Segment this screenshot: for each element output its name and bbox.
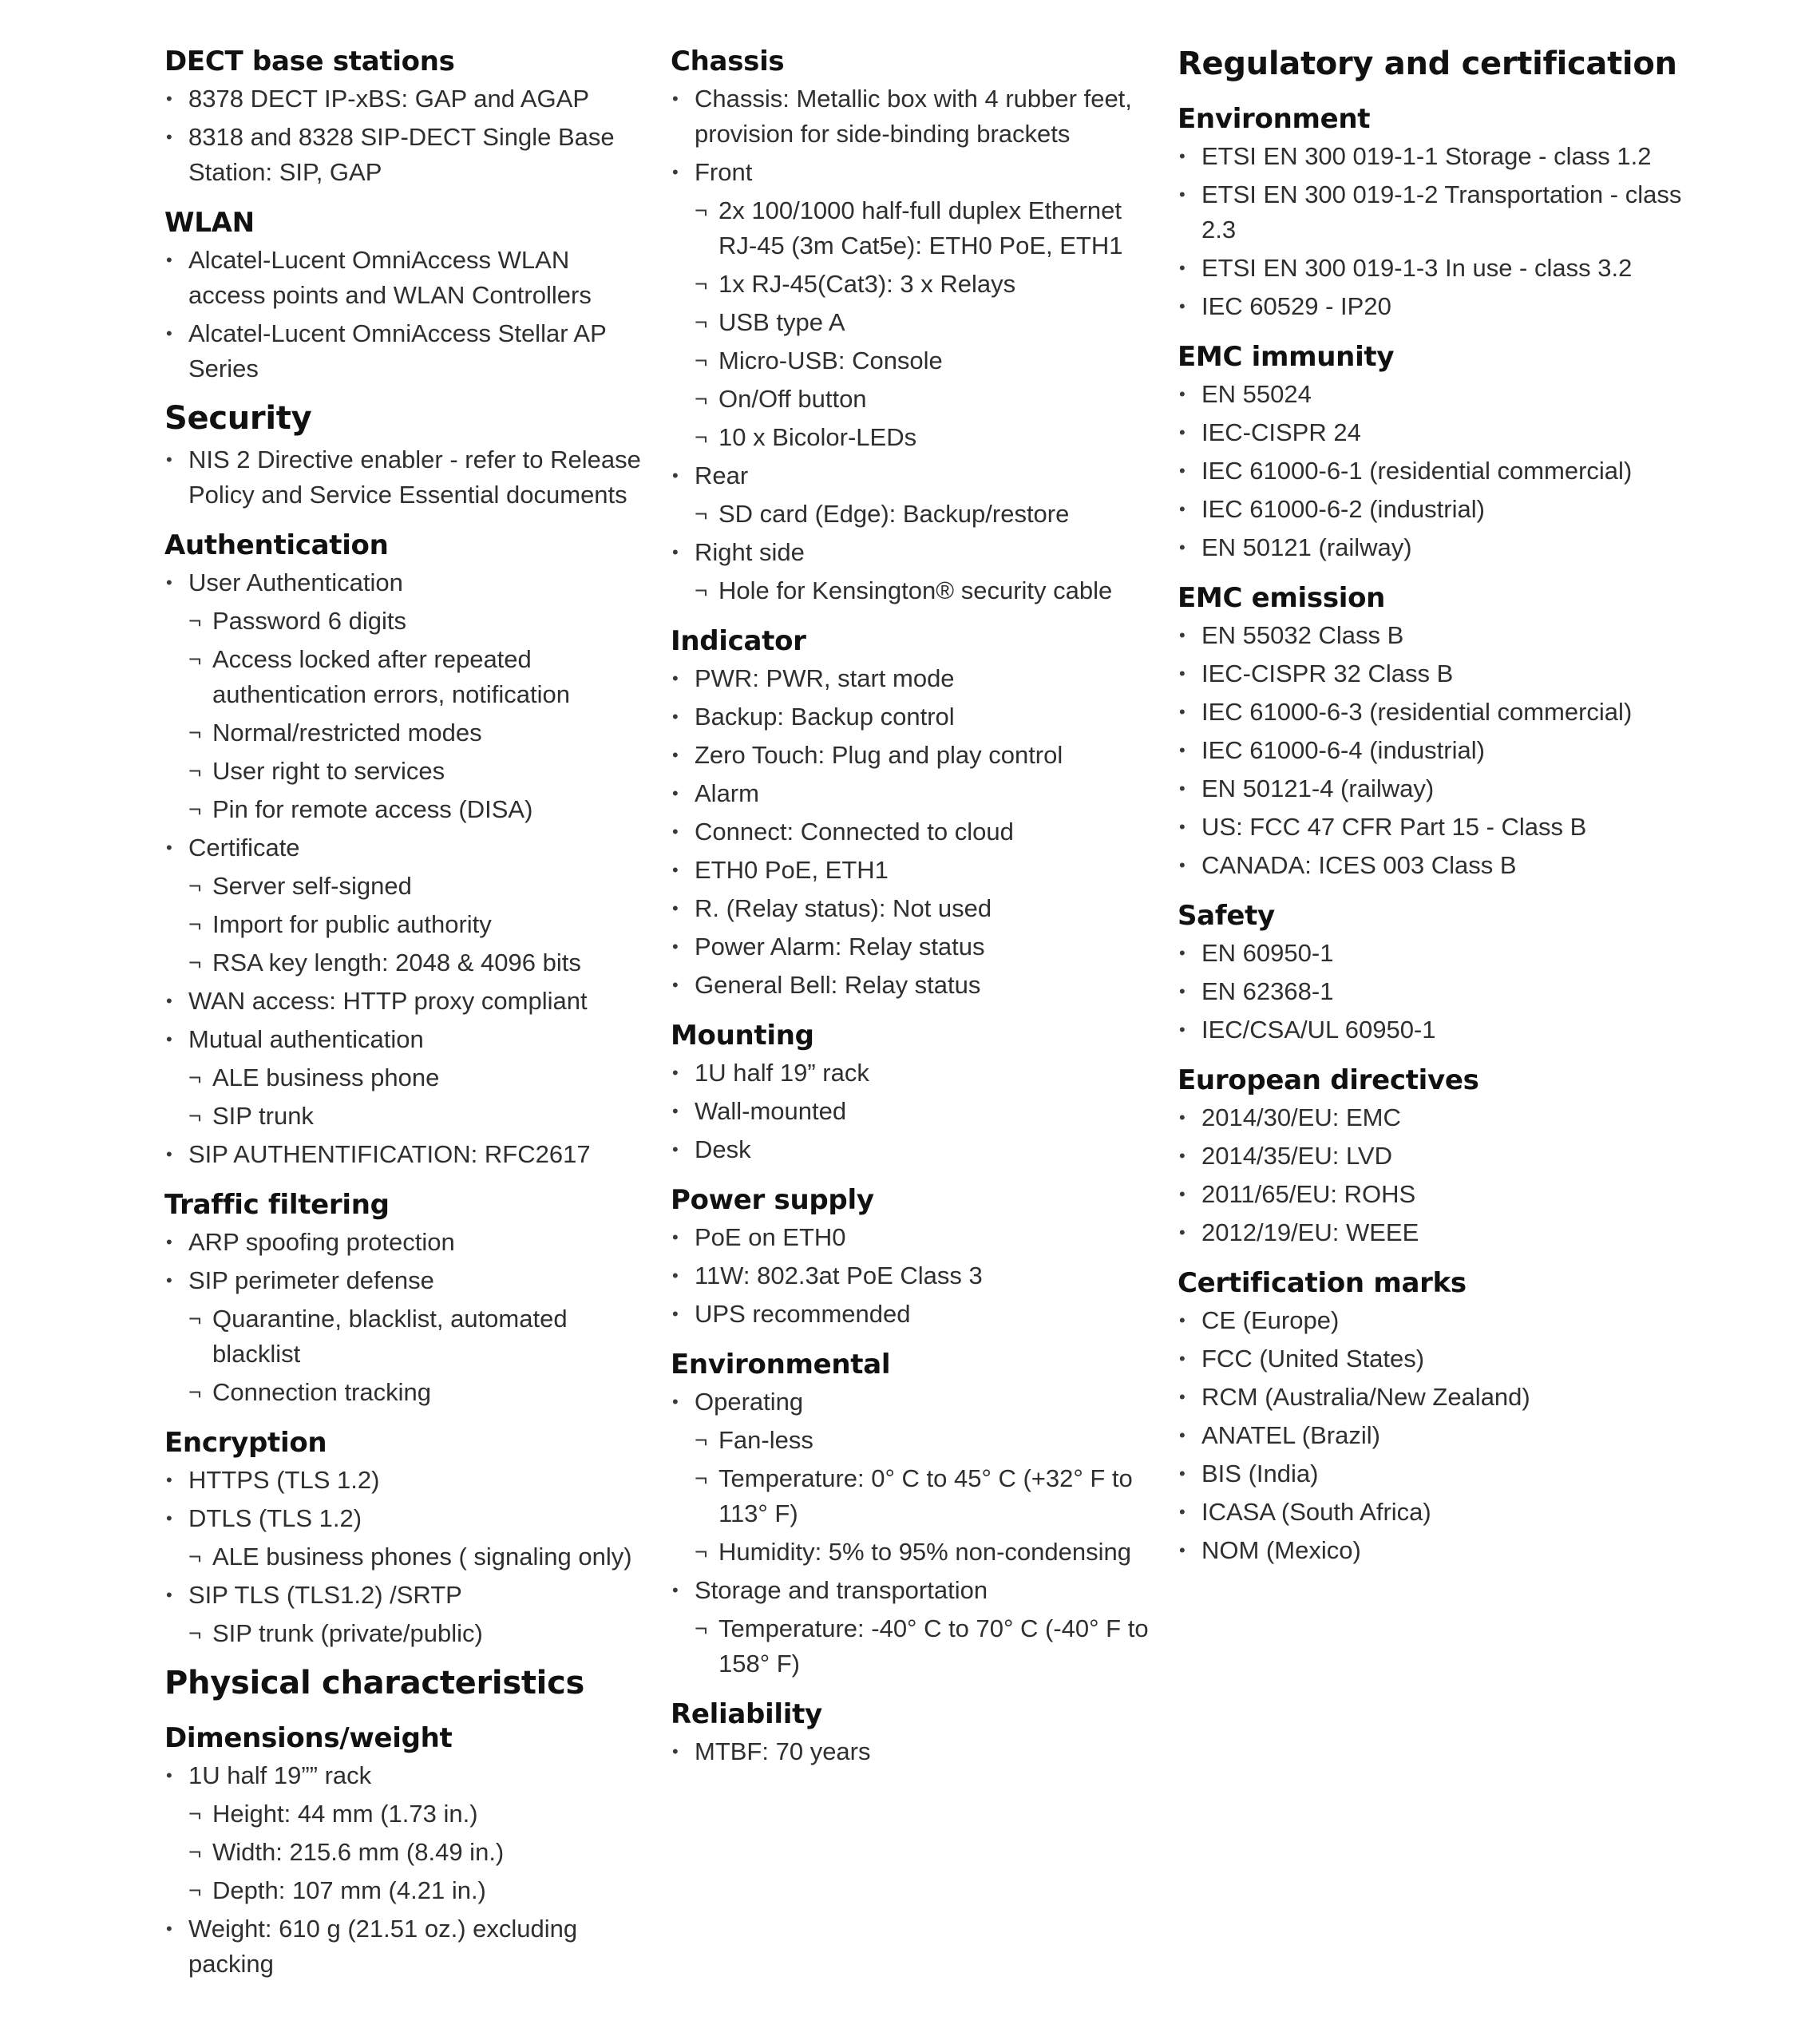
- bullet-list: [671, 1384, 1166, 1682]
- bullet-list: [671, 1056, 1166, 1167]
- list-item: [671, 1056, 1166, 1091]
- list-item-text: General Bell: Relay status: [695, 971, 981, 999]
- sub-list-item: ¬ 2x 100/1000 half-full duplex Ethernet RJ-45 (3m Cat5e): ETH0 PoE, ETH1: [695, 193, 1166, 263]
- list-item: [164, 830, 643, 980]
- section-security: [164, 442, 643, 513]
- list-item-text: 8318 and 8328 SIP-DECT Single Base Station: SIP, GAP: [188, 123, 615, 186]
- bullet-list: [671, 1734, 1166, 1769]
- section-heading: EMC emission: [1178, 582, 1386, 614]
- list-item: [1178, 1177, 1688, 1212]
- sub-list: [695, 1611, 1166, 1682]
- list-item-text: EN 62368-1: [1201, 977, 1334, 1005]
- list-item: [1178, 1139, 1688, 1174]
- section-heading: Dimensions/weight: [164, 1722, 453, 1754]
- sub-list-item: ¬ Password 6 digits: [188, 604, 643, 639]
- list-item-text: ETH0 PoE, ETH1: [695, 856, 889, 884]
- section-dect: [164, 42, 643, 190]
- list-item: [1178, 1215, 1688, 1250]
- sub-list-item: ¬ RSA key length: 2048 & 4096 bits: [188, 945, 643, 980]
- section-heading: Certification marks: [1178, 1267, 1467, 1299]
- list-item-text: 1U half 19” rack: [695, 1059, 869, 1087]
- list-item-text: IEC 61000-6-4 (industrial): [1201, 736, 1485, 764]
- list-item: [1178, 656, 1688, 691]
- bullet-list: [164, 442, 643, 513]
- sub-list: [695, 193, 1166, 455]
- list-item: [164, 1463, 643, 1498]
- list-item-text: 2014/35/EU: LVD: [1201, 1142, 1392, 1170]
- list-item: [671, 738, 1166, 773]
- list-item: [671, 458, 1166, 532]
- list-item-text: IEC 61000-6-3 (residential commercial): [1201, 698, 1633, 726]
- bullet-list: [671, 81, 1166, 608]
- section-heading: Safety: [1178, 900, 1275, 932]
- list-item: [164, 1911, 643, 1982]
- list-item-text: MTBF: 70 years: [695, 1737, 871, 1765]
- bullet-list: [164, 1225, 643, 1410]
- list-item: [671, 1258, 1166, 1293]
- list-item-text: PoE on ETH0: [695, 1223, 846, 1251]
- list-item: [1178, 492, 1688, 527]
- section-heading: Mounting: [671, 1020, 814, 1052]
- list-item-text: Alcatel-Lucent OmniAccess Stellar AP Series: [188, 319, 607, 382]
- sub-list: [695, 497, 1166, 532]
- sub-list-item: ¬ Hole for Kensington® security cable: [695, 573, 1166, 608]
- list-item-text: SIP AUTHENTIFICATION: RFC2617: [188, 1140, 591, 1168]
- section-encryption: [164, 1423, 643, 1651]
- list-item: [1178, 810, 1688, 845]
- sub-list-item: ¬ User right to services: [188, 754, 643, 789]
- section-authentication: [164, 525, 643, 1172]
- list-item-text: 2011/65/EU: ROHS: [1201, 1180, 1416, 1208]
- list-item: [164, 120, 643, 190]
- sub-list-item: ¬ Quarantine, blacklist, automated blacklist: [188, 1301, 643, 1372]
- bullet-list: [671, 1220, 1166, 1332]
- list-item: [1178, 1341, 1688, 1377]
- list-item: [671, 81, 1166, 152]
- list-item-text: CE (Europe): [1201, 1306, 1340, 1334]
- list-item: [1178, 289, 1688, 324]
- sub-list: [188, 1796, 643, 1908]
- section-heading: Environmental: [671, 1349, 891, 1380]
- list-item: [164, 1022, 643, 1134]
- list-item-text: CANADA: ICES 003 Class B: [1201, 851, 1517, 879]
- sub-list-item: ¬ Humidity: 5% to 95% non-condensing: [695, 1535, 1166, 1570]
- list-item-text: PWR: PWR, start mode: [695, 664, 955, 692]
- list-item-text: EN 50121-4 (railway): [1201, 774, 1435, 802]
- section-chassis: [671, 42, 1166, 608]
- major-heading-regulatory: Regulatory and certification: [1178, 46, 1677, 82]
- bullet-list: [1178, 936, 1688, 1048]
- list-item-text: DTLS (TLS 1.2): [188, 1504, 362, 1532]
- sub-list-item: ¬ Access locked after repeated authentication errors, notification: [188, 642, 643, 712]
- bullet-list: [164, 1758, 643, 1982]
- sub-list-item: ¬ Normal/restricted modes: [188, 715, 643, 751]
- section-indicator: [671, 621, 1166, 1003]
- section-safety: [1178, 896, 1688, 1048]
- sub-list-item: ¬ Depth: 107 mm (4.21 in.): [188, 1873, 643, 1908]
- list-item-text: IEC 61000-6-1 (residential commercial): [1201, 457, 1633, 485]
- list-item-text: Front: [695, 158, 753, 186]
- list-item: [164, 1263, 643, 1410]
- sub-list: [188, 869, 643, 980]
- list-item: [164, 1137, 643, 1172]
- list-item: [1178, 1100, 1688, 1135]
- column-right: [1178, 42, 1688, 1573]
- list-item: [1178, 695, 1688, 730]
- bullet-list: [1178, 1100, 1688, 1250]
- list-item: [164, 243, 643, 313]
- list-item: [671, 929, 1166, 965]
- section-emc-immunity: [1178, 337, 1688, 565]
- section-heading: Traffic filtering: [164, 1189, 390, 1221]
- bullet-list: [1178, 139, 1688, 324]
- list-item-text: Zero Touch: Plug and play control: [695, 741, 1063, 769]
- sub-list: [188, 1060, 643, 1134]
- section-heading: Reliability: [671, 1698, 822, 1730]
- section-heading: Encryption: [164, 1427, 327, 1459]
- list-item-text: BIS (India): [1201, 1460, 1319, 1487]
- sub-list: [188, 604, 643, 827]
- list-item-text: ANATEL (Brazil): [1201, 1421, 1380, 1449]
- section-environment: [1178, 99, 1688, 324]
- bullet-list: [1178, 1303, 1688, 1568]
- section-power-supply: [671, 1180, 1166, 1332]
- section-emc-emission: [1178, 578, 1688, 883]
- list-item-text: SIP perimeter defense: [188, 1266, 434, 1294]
- list-item-text: EN 50121 (railway): [1201, 533, 1412, 561]
- list-item: [671, 1132, 1166, 1167]
- list-item: [1178, 251, 1688, 286]
- list-item: [671, 1220, 1166, 1255]
- section-certification-marks: [1178, 1263, 1688, 1568]
- list-item: [671, 1094, 1166, 1129]
- list-item-text: Wall-mounted: [695, 1097, 847, 1125]
- sub-list: [695, 1423, 1166, 1570]
- list-item: [1178, 1456, 1688, 1491]
- list-item: [1178, 177, 1688, 248]
- list-item-text: Connect: Connected to cloud: [695, 818, 1014, 846]
- list-item-text: NIS 2 Directive enabler - refer to Release Policy and Service Essential documents: [188, 446, 641, 509]
- sub-list-item: ¬ SD card (Edge): Backup/restore: [695, 497, 1166, 532]
- list-item-text: ARP spoofing protection: [188, 1228, 455, 1256]
- list-item: [1178, 936, 1688, 971]
- list-item-text: Alarm: [695, 779, 759, 807]
- list-item-text: IEC 61000-6-2 (industrial): [1201, 495, 1485, 523]
- list-item-text: Desk: [695, 1135, 751, 1163]
- list-item: [1178, 530, 1688, 565]
- column-left: [164, 42, 643, 1987]
- list-item: [671, 1297, 1166, 1332]
- list-item-text: Right side: [695, 538, 805, 566]
- list-item: [1178, 377, 1688, 412]
- list-item: [1178, 733, 1688, 768]
- list-item-text: HTTPS (TLS 1.2): [188, 1466, 380, 1494]
- list-item: [1178, 848, 1688, 883]
- list-item-text: Alcatel-Lucent OmniAccess WLAN access points and WLAN Controllers: [188, 246, 592, 309]
- list-item-text: SIP TLS (TLS1.2) /SRTP: [188, 1581, 462, 1609]
- list-item-text: EN 55032 Class B: [1201, 621, 1404, 649]
- major-heading-physical: Physical characteristics: [164, 1665, 584, 1701]
- section-heading: Power supply: [671, 1184, 874, 1216]
- sub-list-item: ¬ Height: 44 mm (1.73 in.): [188, 1796, 643, 1832]
- list-item-text: Backup: Backup control: [695, 703, 955, 731]
- list-item: [671, 661, 1166, 696]
- list-item: [1178, 1380, 1688, 1415]
- list-item-text: Mutual authentication: [188, 1025, 424, 1053]
- major-heading-security: Security: [164, 400, 312, 437]
- section-traffic-filtering: [164, 1185, 643, 1410]
- sub-list-item: ¬ ALE business phones ( signaling only): [188, 1539, 643, 1575]
- list-item-text: WAN access: HTTP proxy compliant: [188, 987, 588, 1015]
- list-item-text: Power Alarm: Relay status: [695, 933, 985, 961]
- sub-list-item: ¬ Server self-signed: [188, 869, 643, 904]
- list-item: [164, 316, 643, 386]
- list-item: [164, 1501, 643, 1575]
- list-item-text: IEC-CISPR 24: [1201, 418, 1361, 446]
- list-item-text: FCC (United States): [1201, 1345, 1425, 1373]
- list-item-text: NOM (Mexico): [1201, 1536, 1361, 1564]
- list-item: [1178, 139, 1688, 174]
- sub-list-item: ¬ Pin for remote access (DISA): [188, 792, 643, 827]
- section-mounting: [671, 1016, 1166, 1167]
- list-item-text: EN 55024: [1201, 380, 1312, 408]
- list-item-text: Weight: 610 g (21.51 oz.) excluding packing: [188, 1915, 578, 1978]
- list-item: [164, 565, 643, 827]
- list-item-text: Operating: [695, 1388, 804, 1416]
- sub-list: [188, 1301, 643, 1410]
- list-item: [164, 984, 643, 1019]
- list-item-text: R. (Relay status): Not used: [695, 894, 992, 922]
- list-item-text: ICASA (South Africa): [1201, 1498, 1431, 1526]
- list-item: [164, 1225, 643, 1260]
- list-item: [1178, 771, 1688, 806]
- sub-list: [188, 1616, 643, 1651]
- list-item: [164, 81, 643, 117]
- section-heading: Authentication: [164, 529, 389, 561]
- bullet-list: [164, 565, 643, 1172]
- list-item-text: ETSI EN 300 019-1-3 In use - class 3.2: [1201, 254, 1633, 282]
- bullet-list: [1178, 377, 1688, 565]
- section-heading: Indicator: [671, 625, 806, 657]
- list-item-text: IEC-CISPR 32 Class B: [1201, 660, 1454, 687]
- bullet-list: [1178, 618, 1688, 883]
- sub-list-item: ¬ 10 x Bicolor-LEDs: [695, 420, 1166, 455]
- list-item: [671, 853, 1166, 888]
- list-item: [671, 776, 1166, 811]
- list-item-text: IEC/CSA/UL 60950-1: [1201, 1016, 1436, 1044]
- sub-list-item: ¬ SIP trunk (private/public): [188, 1616, 643, 1651]
- section-wlan: [164, 203, 643, 386]
- section-reliability: [671, 1694, 1166, 1769]
- list-item: [164, 1758, 643, 1908]
- list-item: [164, 442, 643, 513]
- list-item: [671, 1734, 1166, 1769]
- list-item-text: ETSI EN 300 019-1-1 Storage - class 1.2: [1201, 142, 1652, 170]
- section-heading: DECT base stations: [164, 46, 455, 77]
- sub-list-item: ¬ Connection tracking: [188, 1375, 643, 1410]
- list-item-text: Storage and transportation: [695, 1576, 988, 1604]
- sub-list-item: ¬ Temperature: -40° C to 70° C (-40° F to 158° F): [695, 1611, 1166, 1682]
- list-item-text: ETSI EN 300 019-1-2 Transportation - class 2.3: [1201, 180, 1682, 244]
- list-item: [1178, 1533, 1688, 1568]
- section-heading: WLAN: [164, 207, 255, 239]
- list-item-text: 2012/19/EU: WEEE: [1201, 1218, 1419, 1246]
- list-item: [671, 155, 1166, 455]
- list-item: [671, 1573, 1166, 1682]
- sub-list-item: ¬ ALE business phone: [188, 1060, 643, 1095]
- list-item: [671, 699, 1166, 735]
- list-item: [1178, 1495, 1688, 1530]
- sub-list-item: ¬ Import for public authority: [188, 907, 643, 942]
- sub-list: [695, 573, 1166, 608]
- list-item: [1178, 1012, 1688, 1048]
- section-heading: Environment: [1178, 103, 1371, 135]
- bullet-list: [164, 1463, 643, 1651]
- list-item-text: User Authentication: [188, 568, 403, 596]
- list-item: [1178, 1418, 1688, 1453]
- sub-list-item: ¬ Micro-USB: Console: [695, 343, 1166, 378]
- list-item-text: Certificate: [188, 834, 300, 862]
- sub-list-item: ¬ Temperature: 0° C to 45° C (+32° F to 113° F): [695, 1461, 1166, 1531]
- sub-list-item: ¬ Width: 215.6 mm (8.49 in.): [188, 1835, 643, 1870]
- list-item: [671, 968, 1166, 1003]
- column-middle: [671, 42, 1166, 1774]
- list-item-text: 11W: 802.3at PoE Class 3: [695, 1262, 983, 1289]
- list-item-text: EN 60950-1: [1201, 939, 1334, 967]
- sub-list: [188, 1539, 643, 1575]
- section-heading: European directives: [1178, 1064, 1479, 1096]
- section-heading: EMC immunity: [1178, 341, 1395, 373]
- sub-list-item: ¬ Fan-less: [695, 1423, 1166, 1458]
- list-item: [671, 1384, 1166, 1570]
- bullet-list: [164, 81, 643, 190]
- list-item: [1178, 415, 1688, 450]
- list-item: [671, 535, 1166, 608]
- sub-list-item: ¬ USB type A: [695, 305, 1166, 340]
- section-european-directives: [1178, 1060, 1688, 1250]
- section-environmental: [671, 1345, 1166, 1682]
- list-item-text: RCM (Australia/New Zealand): [1201, 1383, 1530, 1411]
- list-item-text: 2014/30/EU: EMC: [1201, 1103, 1401, 1131]
- sub-list-item: ¬ SIP trunk: [188, 1099, 643, 1134]
- section-dimensions: [164, 1718, 643, 1982]
- list-item: [164, 1578, 643, 1651]
- list-item-text: IEC 60529 - IP20: [1201, 292, 1391, 320]
- bullet-list: [164, 243, 643, 386]
- list-item: [1178, 974, 1688, 1009]
- list-item-text: UPS recommended: [695, 1300, 911, 1328]
- list-item: [1178, 1303, 1688, 1338]
- sub-list-item: ¬ On/Off button: [695, 382, 1166, 417]
- list-item: [1178, 454, 1688, 489]
- list-item-text: Chassis: Metallic box with 4 rubber feet, provision for side-binding brackets: [695, 85, 1132, 148]
- bullet-list: [671, 661, 1166, 1003]
- list-item: [671, 891, 1166, 926]
- list-item: [671, 814, 1166, 850]
- list-item-text: 1U half 19”” rack: [188, 1761, 372, 1789]
- list-item-text: Rear: [695, 461, 749, 489]
- section-heading: Chassis: [671, 46, 785, 77]
- sub-list-item: ¬ 1x RJ-45(Cat3): 3 x Relays: [695, 267, 1166, 302]
- list-item: [1178, 618, 1688, 653]
- list-item-text: 8378 DECT IP-xBS: GAP and AGAP: [188, 85, 589, 113]
- list-item-text: US: FCC 47 CFR Part 15 - Class B: [1201, 813, 1587, 841]
